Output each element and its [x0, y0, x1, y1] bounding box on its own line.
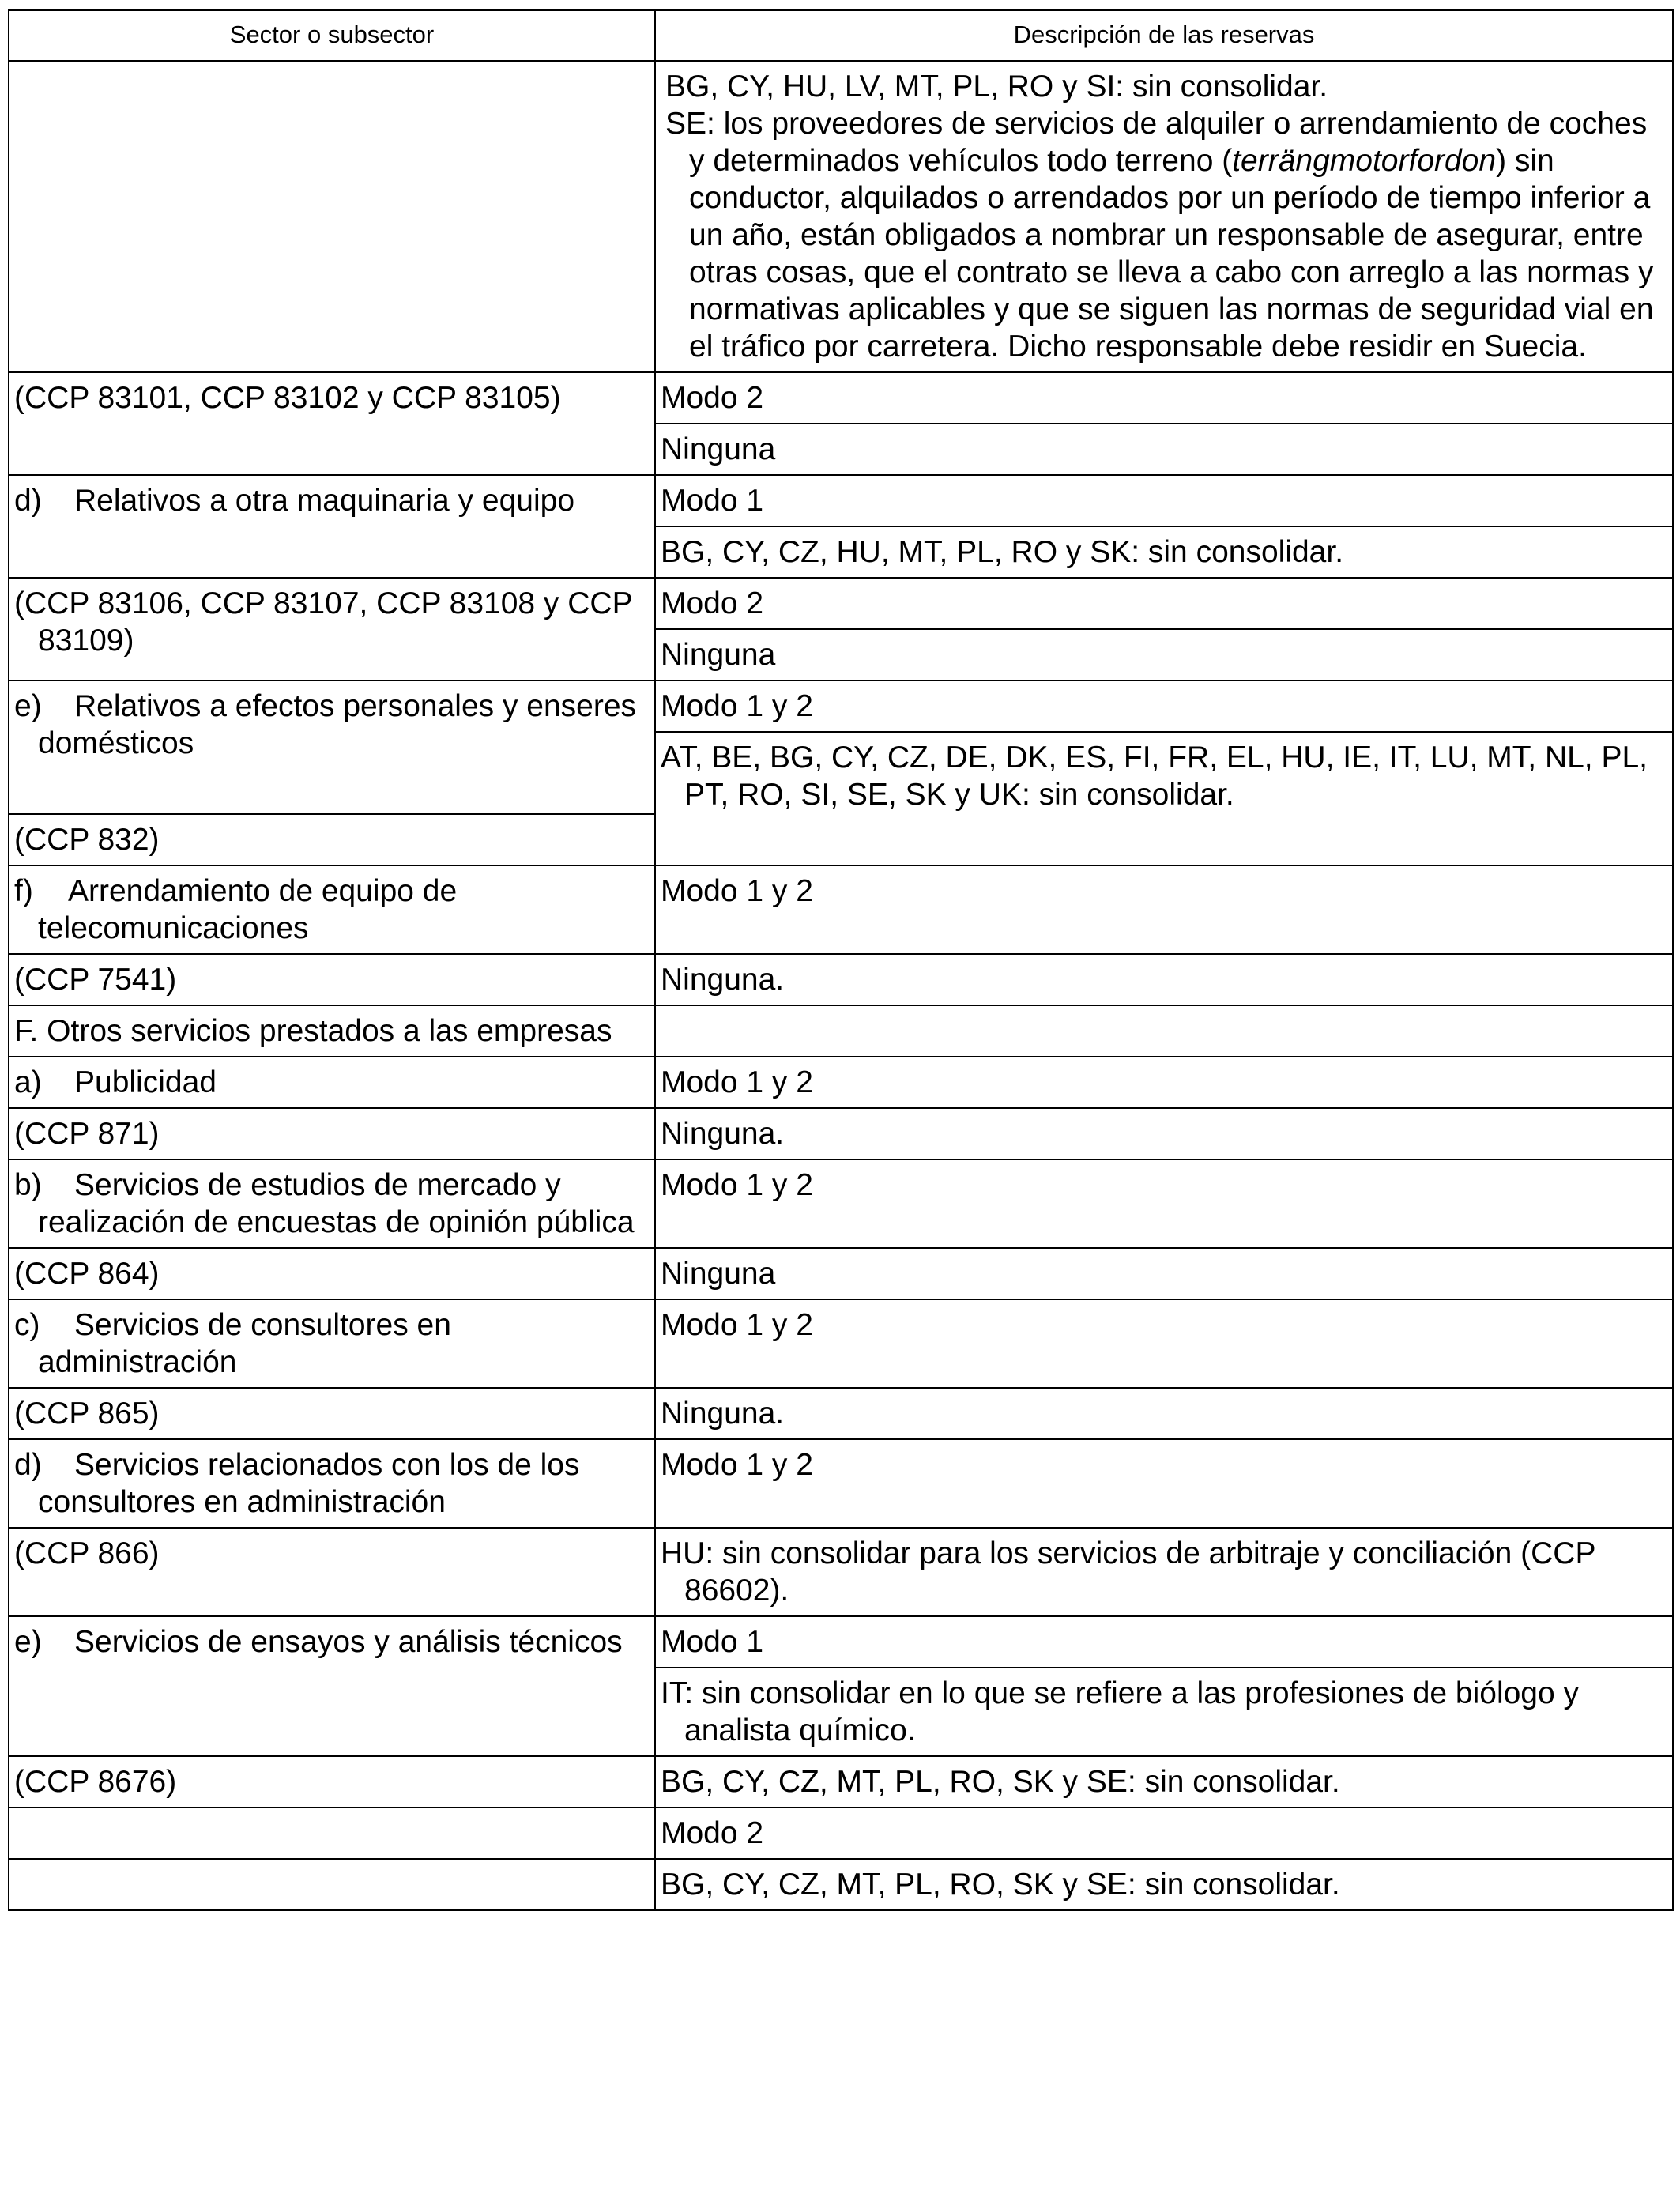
mode-cell: Modo 2: [655, 372, 1673, 424]
mode-cell: Modo 1 y 2: [655, 865, 1673, 954]
description-cell: BG, CY, CZ, HU, MT, PL, RO y SK: sin consolidar.: [655, 526, 1673, 578]
item-label: e): [14, 1625, 42, 1659]
table-row: [9, 1388, 1673, 1439]
sector-code-cell: (CCP 871): [9, 1108, 655, 1159]
sector-cell: [9, 1439, 655, 1528]
reservation-text-se: [661, 105, 1669, 365]
table-row: [9, 1108, 1673, 1159]
table-row: [9, 1859, 1673, 1910]
sector-cell: [9, 475, 655, 578]
description-cell: [655, 61, 1673, 372]
sector-text: Servicios de estudios de mercado y realización de encuestas de opinión pública: [38, 1168, 635, 1239]
table-row: [9, 1057, 1673, 1108]
sector-text: Relativos a otra maquinaria y equipo: [74, 484, 575, 518]
table-row: [9, 1439, 1673, 1528]
description-cell: AT, BE, BG, CY, CZ, DE, DK, ES, FI, FR, EL, HU, IE, IT, LU, MT, NL, PL, PT, RO, SI, SE, SK y UK: sin consolidar.: [655, 732, 1673, 865]
table-row: [9, 578, 1673, 629]
table-row: [9, 1005, 1673, 1057]
sector-cell: [9, 1299, 655, 1388]
sector-cell: (CCP 83101, CCP 83102 y CCP 83105): [9, 372, 655, 475]
sector-cell: [9, 865, 655, 954]
mode-cell: Modo 1 y 2: [655, 1159, 1673, 1248]
table-header-row: [9, 10, 1673, 61]
table-row: [9, 61, 1673, 372]
sector-cell: [9, 1057, 655, 1108]
header-sector: Sector o subsector: [9, 10, 655, 61]
mode-cell: Modo 1: [655, 475, 1673, 526]
description-cell: Ninguna: [655, 424, 1673, 475]
description-cell: Ninguna: [655, 1248, 1673, 1299]
item-label: e): [14, 689, 42, 723]
table-row: [9, 372, 1673, 424]
sector-cell: [9, 1616, 655, 1756]
sector-text: Relativos a efectos personales y enseres domésticos: [38, 689, 637, 760]
text-part: SE: los proveedores de servicios de alquiler o arrendamiento de coches y determinados vehículos todo terreno (: [665, 107, 1648, 178]
reservation-text: BG, CY, HU, LV, MT, PL, RO y SI: sin consolidar.: [665, 70, 1328, 104]
sector-text: Servicios de ensayos y análisis técnicos: [74, 1625, 623, 1659]
table-row: [9, 954, 1673, 1005]
sector-code-cell: (CCP 8676): [9, 1756, 655, 1808]
sector-text: Servicios relacionados con los de los consultores en administración: [38, 1448, 580, 1519]
table-row: [9, 865, 1673, 954]
mode-cell: Modo 1 y 2: [655, 1299, 1673, 1388]
sector-cell: (CCP 83106, CCP 83107, CCP 83108 y CCP 83109): [9, 578, 655, 680]
sector-cell-empty: [9, 1808, 655, 1859]
description-cell: BG, CY, CZ, MT, PL, RO, SK y SE: sin consolidar.: [655, 1859, 1673, 1910]
mode-cell: Modo 1 y 2: [655, 680, 1673, 732]
table-row: [9, 1808, 1673, 1859]
sector-cell-empty: [9, 1859, 655, 1910]
sector-code-cell: (CCP 7541): [9, 954, 655, 1005]
table-row: [9, 1528, 1673, 1616]
item-label: c): [14, 1308, 40, 1342]
item-label: f): [14, 874, 33, 908]
table-row: [9, 1299, 1673, 1388]
description-cell-empty: [655, 1005, 1673, 1057]
item-label: b): [14, 1168, 42, 1202]
item-label: d): [14, 1448, 42, 1482]
sector-code-cell: (CCP 864): [9, 1248, 655, 1299]
mode-cell: Modo 1 y 2: [655, 1439, 1673, 1528]
sector-code-cell: (CCP 865): [9, 1388, 655, 1439]
mode-cell: Modo 1 y 2: [655, 1057, 1673, 1108]
description-cell: Ninguna.: [655, 954, 1673, 1005]
italic-term: terrängmotorfordon: [1232, 144, 1497, 178]
mode-cell: Modo 2: [655, 578, 1673, 629]
table-row: [9, 680, 1673, 732]
description-cell: BG, CY, CZ, MT, PL, RO, SK y SE: sin consolidar.: [655, 1756, 1673, 1808]
mode-cell: Modo 1: [655, 1616, 1673, 1668]
sector-cell: [9, 1159, 655, 1248]
text-part: ) sin conductor, alquilados o arrendados por un período de tiempo inferior a un año, están obligados a nombrar un responsable de asegurar, entre otras cosas, que el contrato se lleva a cabo con arreglo a las normas y normativas aplicables y que se siguen las normas de seguridad vial en el tráfico por carretera. Dicho responsable debe residir en Suecia.: [689, 144, 1654, 364]
sector-text: Publicidad: [74, 1065, 217, 1099]
sector-cell: [9, 680, 655, 814]
sector-text: Arrendamiento de equipo de telecomunicaciones: [38, 874, 458, 945]
description-cell: Ninguna.: [655, 1388, 1673, 1439]
reservations-table: [8, 9, 1674, 1911]
sector-code-cell: (CCP 866): [9, 1528, 655, 1616]
mode-cell: Modo 2: [655, 1808, 1673, 1859]
item-label: a): [14, 1065, 42, 1099]
header-description: Descripción de las reservas: [655, 10, 1673, 61]
table-row: [9, 1616, 1673, 1668]
section-heading: F. Otros servicios prestados a las empresas: [9, 1005, 655, 1057]
sector-cell-empty: [9, 61, 655, 372]
table-row: [9, 475, 1673, 526]
sector-text: Servicios de consultores en administración: [38, 1308, 451, 1379]
table-row: [9, 1248, 1673, 1299]
description-cell: IT: sin consolidar en lo que se refiere a las profesiones de biólogo y analista químico.: [655, 1668, 1673, 1756]
table-row: [9, 1159, 1673, 1248]
table-row: [9, 1756, 1673, 1808]
description-cell: HU: sin consolidar para los servicios de arbitraje y conciliación (CCP 86602).: [655, 1528, 1673, 1616]
description-cell: Ninguna.: [655, 1108, 1673, 1159]
description-cell: Ninguna: [655, 629, 1673, 680]
item-label: d): [14, 484, 42, 518]
sector-code-cell: (CCP 832): [9, 814, 655, 865]
